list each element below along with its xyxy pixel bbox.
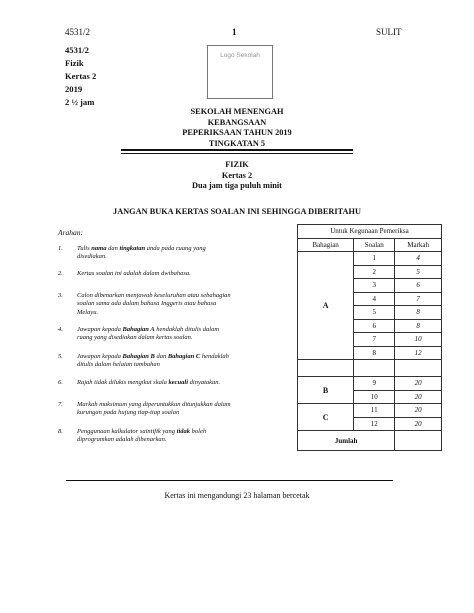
- header-soalan: Soalan: [354, 238, 395, 252]
- page-count-note: Kertas ini mengandungi 23 halaman bercetak: [164, 491, 310, 500]
- title-rule-thick: [121, 149, 353, 151]
- school-line-4: TINGKATAN 5: [208, 138, 266, 148]
- instruction-number: 8.: [58, 428, 63, 435]
- max-mark: 10: [395, 333, 442, 347]
- examiner-table-title: Untuk Kegunaan Pemeriksa: [298, 225, 442, 239]
- warning-text: JANGAN BUKA KERTAS SOALAN INI SEHINGGA DIBERITAHU: [113, 207, 361, 216]
- question-number: 11: [354, 404, 395, 418]
- instruction-text: Penggunaan kalkulator saintifik yang tidak boleh diprogramkan adalah dibenarkan.: [77, 428, 207, 444]
- subject-duration: 2 ½ jam: [65, 97, 95, 107]
- instruction-number: 4.: [58, 326, 63, 333]
- max-mark: 20: [395, 417, 442, 431]
- max-mark: 7: [395, 292, 442, 306]
- instruction-text: Kertas soalan ini adalah dalam dwibahasa.: [77, 270, 191, 277]
- footer-rule: [66, 480, 393, 481]
- total-row: [298, 431, 442, 451]
- instructions-heading: Arahan:: [58, 228, 83, 237]
- instruction-number: 2.: [58, 270, 63, 277]
- table-row: [298, 377, 442, 391]
- paper-title-block: [0, 160, 474, 192]
- question-number: 1: [354, 252, 395, 266]
- question-number: 4: [354, 292, 395, 306]
- school-title-block: [0, 107, 474, 149]
- table-row: [298, 404, 442, 418]
- instruction-text: Jawapan kepada Bahagian A hendaklah ditulis dalam ruang yang disediakan dalam kertas soalan.: [77, 326, 220, 342]
- subject-block: [65, 44, 96, 109]
- instruction-number: 7.: [58, 401, 63, 408]
- school-line-2: KEBANGSAAN: [207, 117, 267, 127]
- header-bahagian: Bahagian: [298, 238, 354, 252]
- question-number: 7: [354, 333, 395, 347]
- subject-code: 4531/2: [65, 45, 89, 55]
- question-number: 2: [354, 265, 395, 279]
- table-spacer-row: [298, 360, 442, 377]
- instruction-text: Calon dibenarkan menjawab keseluruhan atau sebahagian soalan sama ada dalam bahasa Inggeris atau bahasa Melayu.: [77, 292, 231, 316]
- paper-duration: Dua jam tiga puluh minit: [192, 181, 282, 190]
- instruction-text: Rajah tidak dilukis mengikut skala kecuali dinyatakan.: [77, 379, 221, 386]
- max-mark: 20: [395, 390, 442, 404]
- header-status: SULIT: [376, 27, 402, 37]
- header-page-number: 1: [232, 27, 237, 37]
- school-line-1: SEKOLAH MENENGAH: [190, 107, 284, 116]
- instruction-number: 5.: [58, 353, 63, 360]
- question-number: 12: [354, 417, 395, 431]
- question-number: 9: [354, 377, 395, 391]
- paper-number: Kertas 2: [221, 170, 253, 180]
- total-mark-cell: [395, 431, 442, 451]
- question-number: 6: [354, 319, 395, 333]
- logo-label: Logo Sekolah: [220, 52, 260, 59]
- total-label: Jumlah: [298, 431, 395, 451]
- examiner-table: [297, 224, 442, 451]
- question-number: 5: [354, 306, 395, 320]
- subject-name: Fizik: [65, 58, 84, 68]
- max-mark: 8: [395, 319, 442, 333]
- section-c: C: [298, 404, 354, 431]
- instruction-number: 1.: [58, 245, 63, 252]
- header-code: 4531/2: [65, 27, 91, 37]
- instruction-number: 3.: [58, 292, 63, 299]
- max-mark: 20: [395, 377, 442, 391]
- paper-subject: FIZIK: [225, 160, 249, 169]
- max-mark: 6: [395, 279, 442, 293]
- max-mark: 4: [395, 252, 442, 266]
- question-number: 8: [354, 346, 395, 360]
- title-rule-thin: [121, 153, 353, 154]
- subject-paper: Kertas 2: [65, 71, 97, 81]
- school-logo-placeholder: [207, 45, 273, 99]
- max-mark: 5: [395, 265, 442, 279]
- school-line-3: PEPERIKSAAN TAHUN 2019: [182, 128, 292, 137]
- header-markah: Markah: [395, 238, 442, 252]
- instruction-text: Markah maksimum yang diperuntukkan ditunjukkan dalam kurungan pada hujung tiap-tiap soalan: [77, 401, 231, 417]
- max-mark: 12: [395, 346, 442, 360]
- max-mark: 20: [395, 404, 442, 418]
- question-number: 3: [354, 279, 395, 293]
- subject-year: 2019: [65, 84, 83, 94]
- section-a: A: [298, 252, 354, 360]
- section-b: B: [298, 377, 354, 404]
- instruction-text: Tulis nama dan tingkatan anda pada ruang yang disediakan.: [77, 245, 206, 261]
- instruction-number: 6.: [58, 379, 63, 386]
- max-mark: 8: [395, 306, 442, 320]
- question-number: 10: [354, 390, 395, 404]
- instruction-text: Jawapan kepada Bahagian B dan Bahagian C hendaklah ditulis dalam helaian tambahan: [77, 353, 229, 369]
- table-row: [298, 252, 442, 266]
